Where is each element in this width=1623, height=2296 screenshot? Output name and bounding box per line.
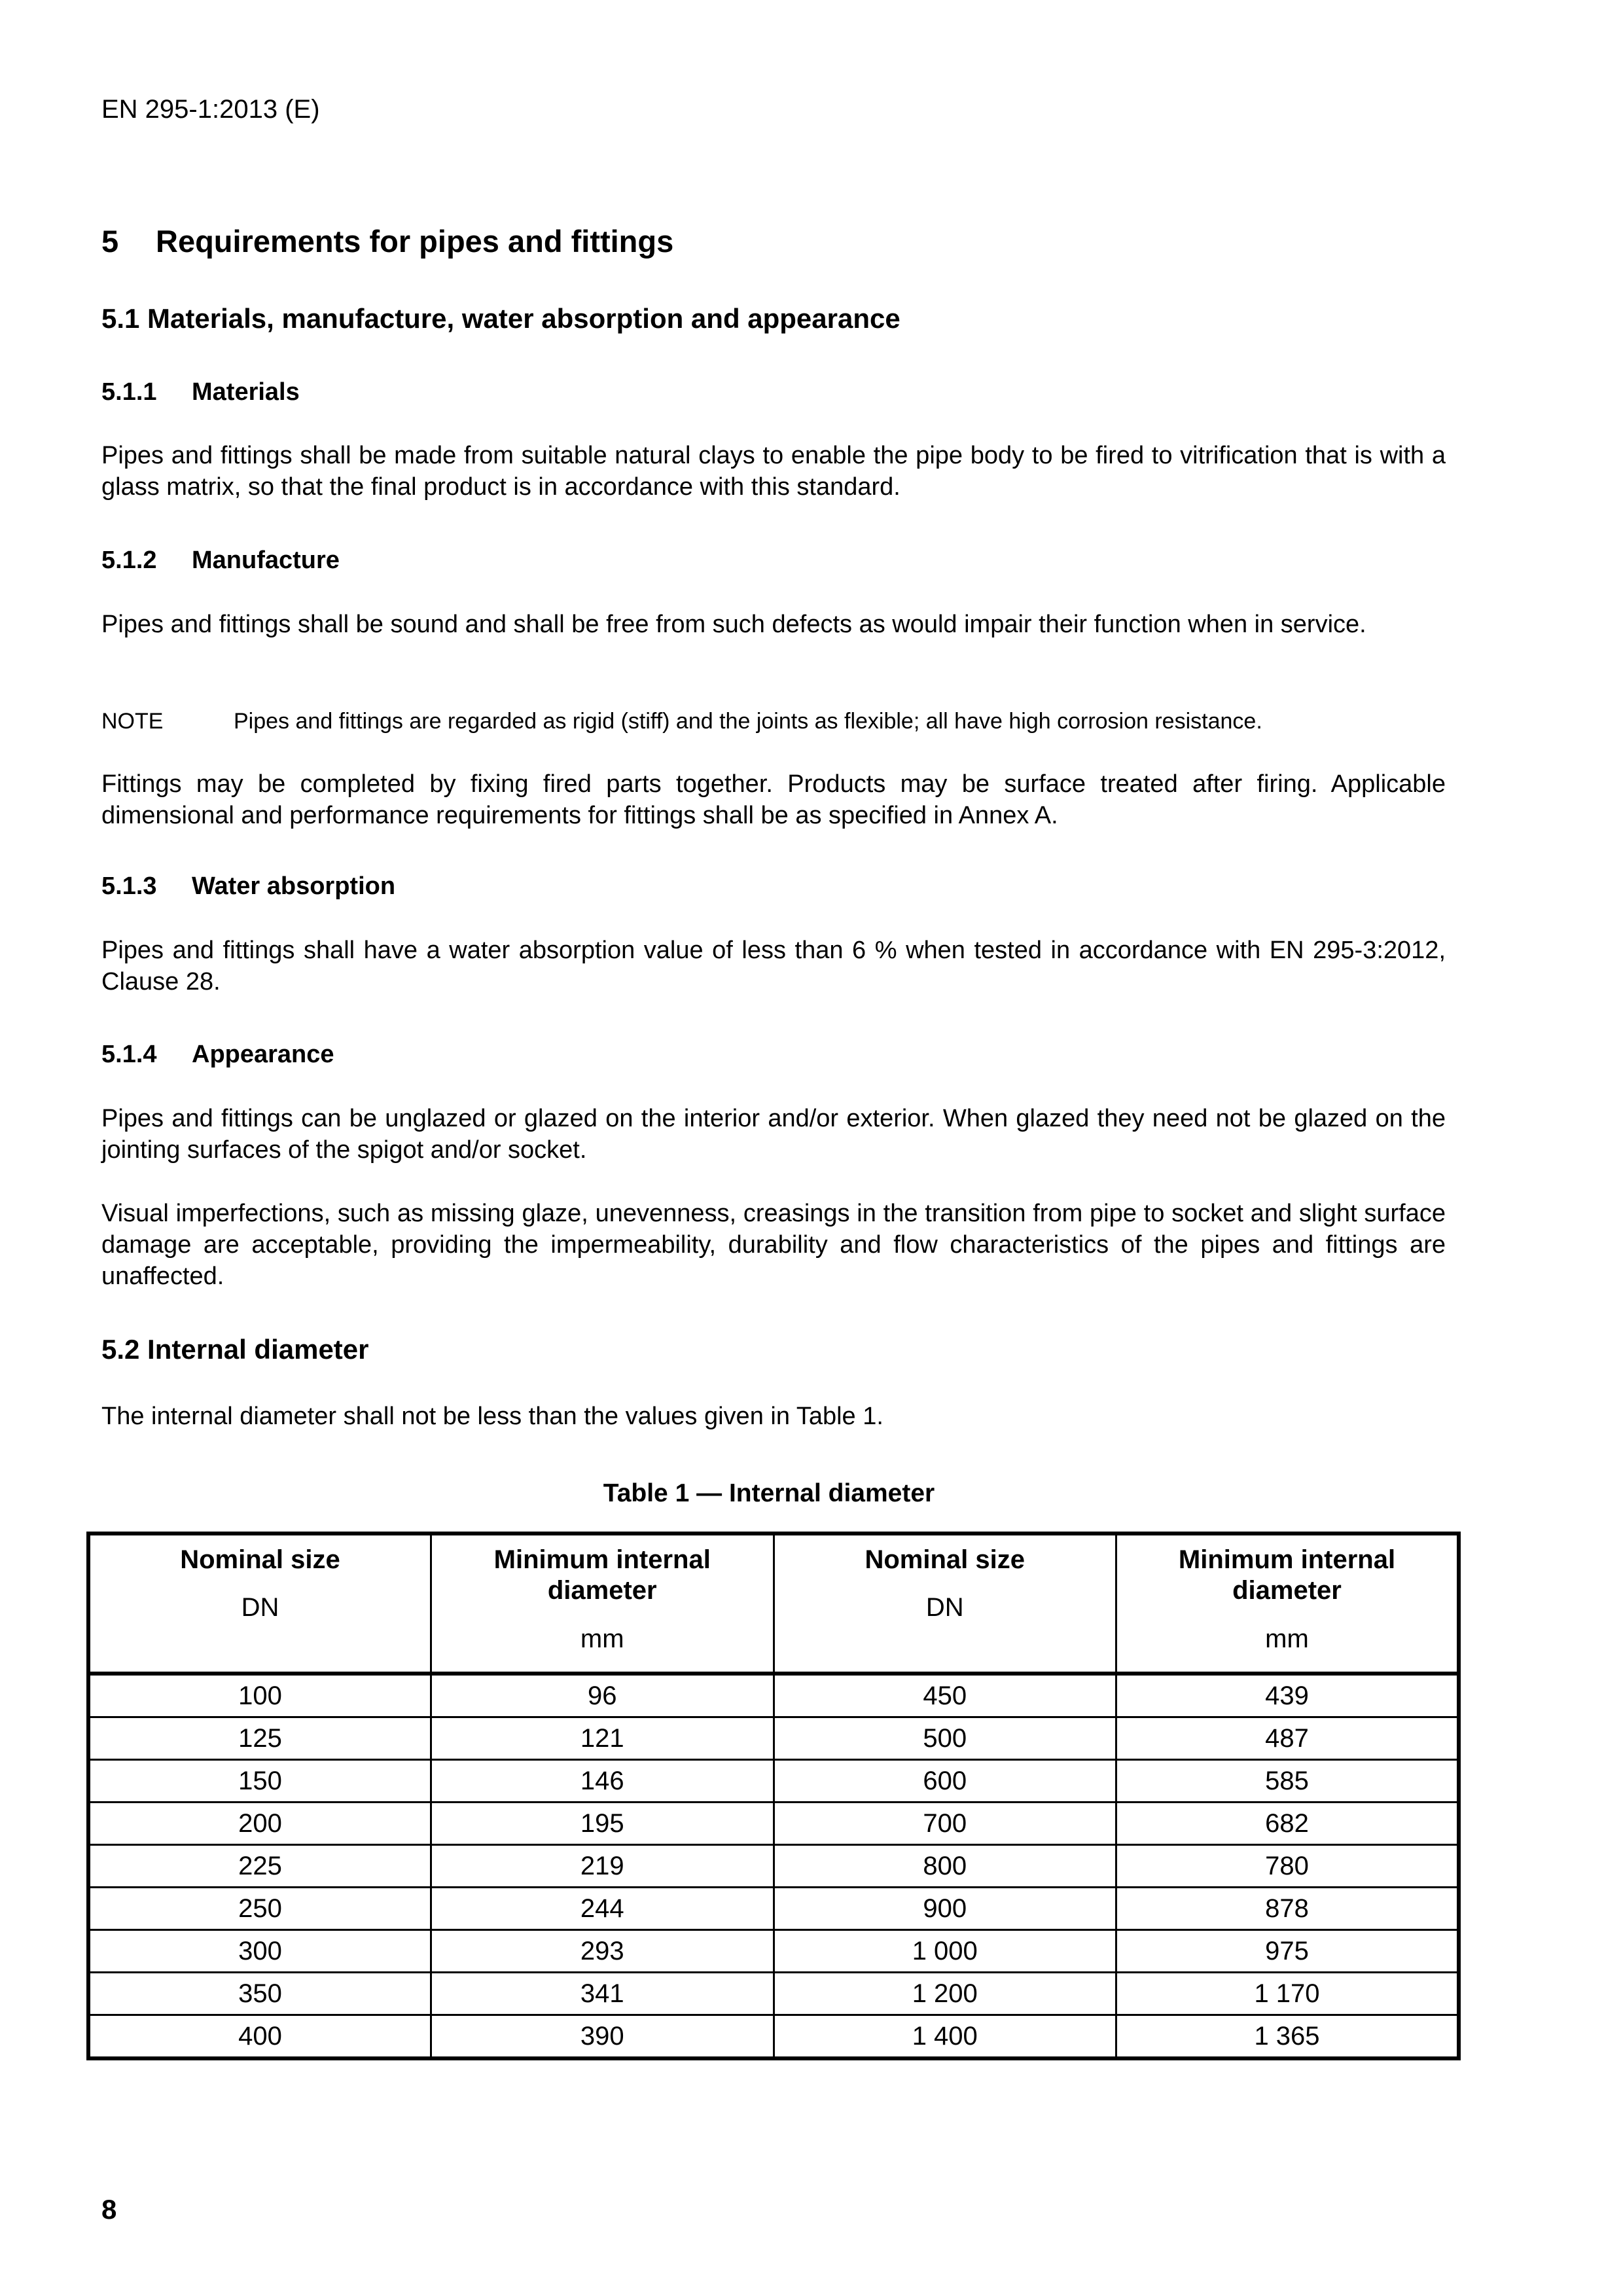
header-cell (431, 1534, 774, 1674)
header-unit: DN (925, 1593, 964, 1622)
table-row (88, 1845, 1459, 1888)
table-cell: 700 (774, 1803, 1116, 1845)
table-cell: 96 (431, 1674, 774, 1717)
paragraph-water-absorption: Pipes and fittings shall have a water absorption value of less than 6 % when tested in accordance with EN 295-3:2012, Clause 28. (101, 937, 1446, 996)
table-cell: 900 (774, 1888, 1116, 1930)
table-row (88, 2015, 1459, 2059)
header-label: Nominal size (180, 1545, 340, 1574)
clause-number: 5.1.2 (101, 547, 157, 574)
table-row (88, 1674, 1459, 1717)
clause-title: Manufacture (192, 547, 340, 574)
section-title: Requirements for pipes and fittings (156, 224, 674, 259)
clause-title: Materials (192, 378, 300, 406)
clause-number: 5.1.4 (101, 1041, 157, 1068)
note (101, 709, 1262, 734)
table-cell: 125 (88, 1717, 431, 1760)
page-number: 8 (101, 2194, 117, 2225)
paragraph-appearance-1: Pipes and fittings can be unglazed or glazed on the interior and/or exterior. When glazed they need not be glazed on the jointing surfaces of the spigot and/or socket. (101, 1105, 1446, 1164)
table-cell: 300 (88, 1930, 431, 1973)
table-cell: 450 (774, 1674, 1116, 1717)
header-unit: mm (1265, 1624, 1309, 1653)
table-cell: 225 (88, 1845, 431, 1888)
clause-heading-5-1-1 (101, 378, 300, 406)
table-row (88, 1973, 1459, 2015)
table-cell: 1 200 (774, 1973, 1116, 2015)
table-row (88, 1930, 1459, 1973)
table-cell: 878 (1116, 1888, 1459, 1930)
table-cell: 500 (774, 1717, 1116, 1760)
table-cell: 390 (431, 2015, 774, 2059)
header-cell (1116, 1534, 1459, 1674)
table-row (88, 1760, 1459, 1803)
paragraph-fittings: Fittings may be completed by fixing fired parts together. Products may be surface treated after firing. Applicable dimensional and performance requirements for fittings shall be as specified in Annex A. (101, 770, 1446, 829)
table-cell: 341 (431, 1973, 774, 2015)
paragraph-internal-diameter: The internal diameter shall not be less than the values given in Table 1. (101, 1403, 883, 1430)
header-cell (88, 1534, 431, 1674)
document-id: EN 295-1:2013 (E) (101, 95, 320, 124)
clause-title: Appearance (192, 1041, 334, 1068)
table-row (88, 1888, 1459, 1930)
table-cell: 1 170 (1116, 1973, 1459, 2015)
header-cell (774, 1534, 1116, 1674)
table-cell: 244 (431, 1888, 774, 1930)
section-heading (101, 223, 673, 259)
table-cell: 780 (1116, 1845, 1459, 1888)
clause-title: Water absorption (192, 872, 396, 900)
table-cell: 150 (88, 1760, 431, 1803)
clause-heading-5-1-4 (101, 1041, 334, 1069)
clause-number: 5.1.1 (101, 378, 157, 406)
table-cell: 1 365 (1116, 2015, 1459, 2059)
table-cell: 682 (1116, 1803, 1459, 1845)
note-label: NOTE (101, 709, 164, 734)
section-number: 5 (101, 224, 119, 259)
table-cell: 200 (88, 1803, 431, 1845)
header-label: Minimum internal diameter (493, 1545, 711, 1605)
table-cell: 585 (1116, 1760, 1459, 1803)
paragraph-appearance-2: Visual imperfections, such as missing glaze, unevenness, creasings in the transition from pipe to socket and slight surface damage are acceptable, providing the impermeability, durability and flow characteristics of the pipes and fittings are unaffected. (101, 1200, 1446, 1290)
paragraph-manufacture: Pipes and fittings shall be sound and shall be free from such defects as would impair their function when in service. (101, 611, 1366, 638)
table-cell: 487 (1116, 1717, 1459, 1760)
header-unit: mm (580, 1624, 624, 1653)
internal-diameter-table (86, 1532, 1461, 2060)
table-caption: Table 1 — Internal diameter (603, 1479, 935, 1507)
table-cell: 146 (431, 1760, 774, 1803)
note-text: Pipes and fittings are regarded as rigid (stiff) and the joints as flexible; all have high corrosion resistance. (234, 709, 1262, 734)
table-cell: 219 (431, 1845, 774, 1888)
table-cell: 975 (1116, 1930, 1459, 1973)
table-cell: 100 (88, 1674, 431, 1717)
subsection-heading-5-2: 5.2 Internal diameter (101, 1334, 369, 1365)
table-cell: 250 (88, 1888, 431, 1930)
table-row (88, 1803, 1459, 1845)
table-row (88, 1717, 1459, 1760)
header-label: Nominal size (865, 1545, 1025, 1574)
table-cell: 400 (88, 2015, 431, 2059)
paragraph-materials: Pipes and fittings shall be made from suitable natural clays to enable the pipe body to be fired to vitrification that is with a glass matrix, so that the final product is in accordance with this standard. (101, 442, 1446, 501)
header-label: Minimum internal diameter (1178, 1545, 1396, 1605)
table-cell: 439 (1116, 1674, 1459, 1717)
table-cell: 195 (431, 1803, 774, 1845)
table-cell: 600 (774, 1760, 1116, 1803)
header-unit: DN (241, 1593, 279, 1622)
subsection-heading-5-1: 5.1 Materials, manufacture, water absorption and appearance (101, 303, 901, 334)
clause-heading-5-1-3 (101, 872, 395, 901)
table-cell: 1 400 (774, 2015, 1116, 2059)
table-cell: 800 (774, 1845, 1116, 1888)
table-header-row (88, 1534, 1459, 1674)
table-cell: 293 (431, 1930, 774, 1973)
clause-heading-5-1-2 (101, 547, 340, 575)
table-cell: 350 (88, 1973, 431, 2015)
table-cell: 1 000 (774, 1930, 1116, 1973)
clause-number: 5.1.3 (101, 872, 157, 900)
table-cell: 121 (431, 1717, 774, 1760)
